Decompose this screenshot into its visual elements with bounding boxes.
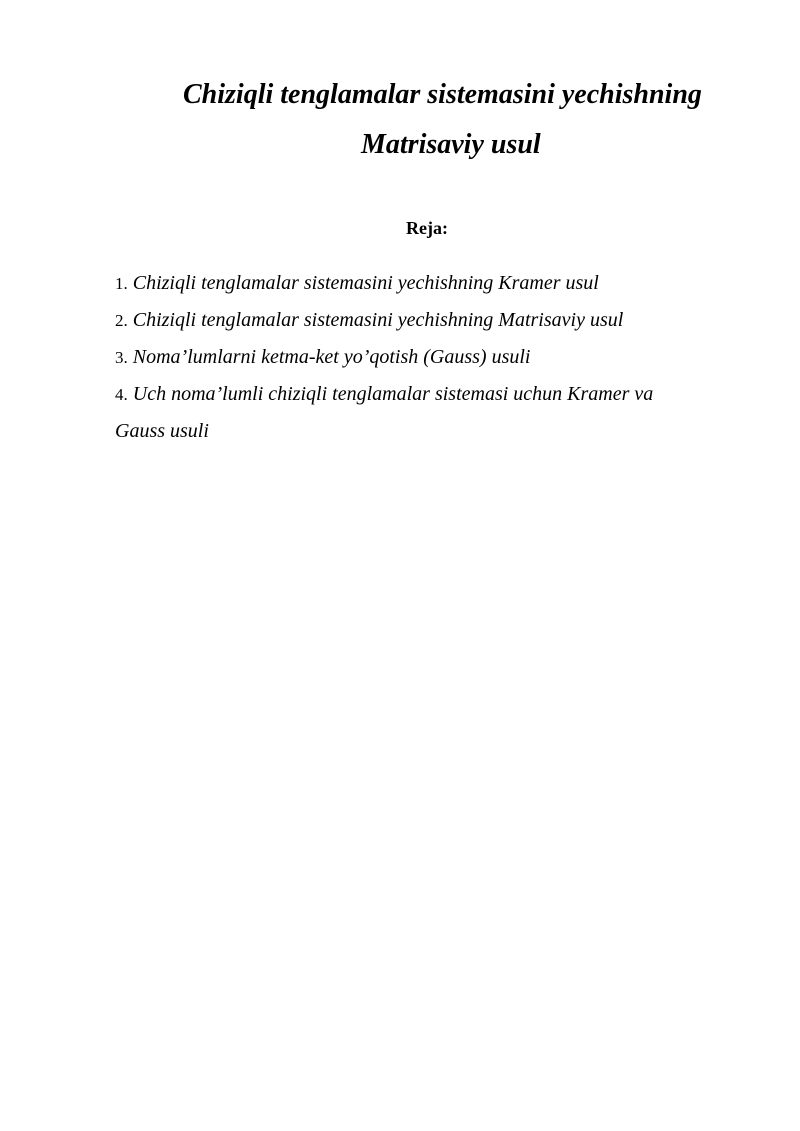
plan-item-3 [115,339,715,376]
plan-item-text: Chiziqli tenglamalar sistemasini yechishning Kramer usul [132,272,599,294]
plan-item-number: 4. [115,385,128,404]
plan-item-2 [115,302,715,339]
plan-item-text: Chiziqli tenglamalar sistemasini yechishning Matrisaviy usul [132,309,624,331]
plan-item-number: 1. [115,274,128,293]
document-title-line-2: Matrisaviy usul [361,129,541,160]
plan-item-number: 3. [115,348,128,367]
plan-heading: Reja: [406,218,448,238]
plan-list [115,265,715,450]
plan-item-number: 2. [115,311,128,330]
plan-item-text: Noma’lumlarni ketma-ket yo’qotish (Gauss) usuli [132,346,531,368]
document-title-line-1: Chiziqli tenglamalar sistemasini yechishning [183,79,702,110]
plan-item-1 [115,265,715,302]
plan-item-text: Uch noma’lumli chiziqli tenglamalar sistemasi uchun Kramer va Gauss usuli [115,383,654,442]
plan-item-4 [115,376,705,450]
